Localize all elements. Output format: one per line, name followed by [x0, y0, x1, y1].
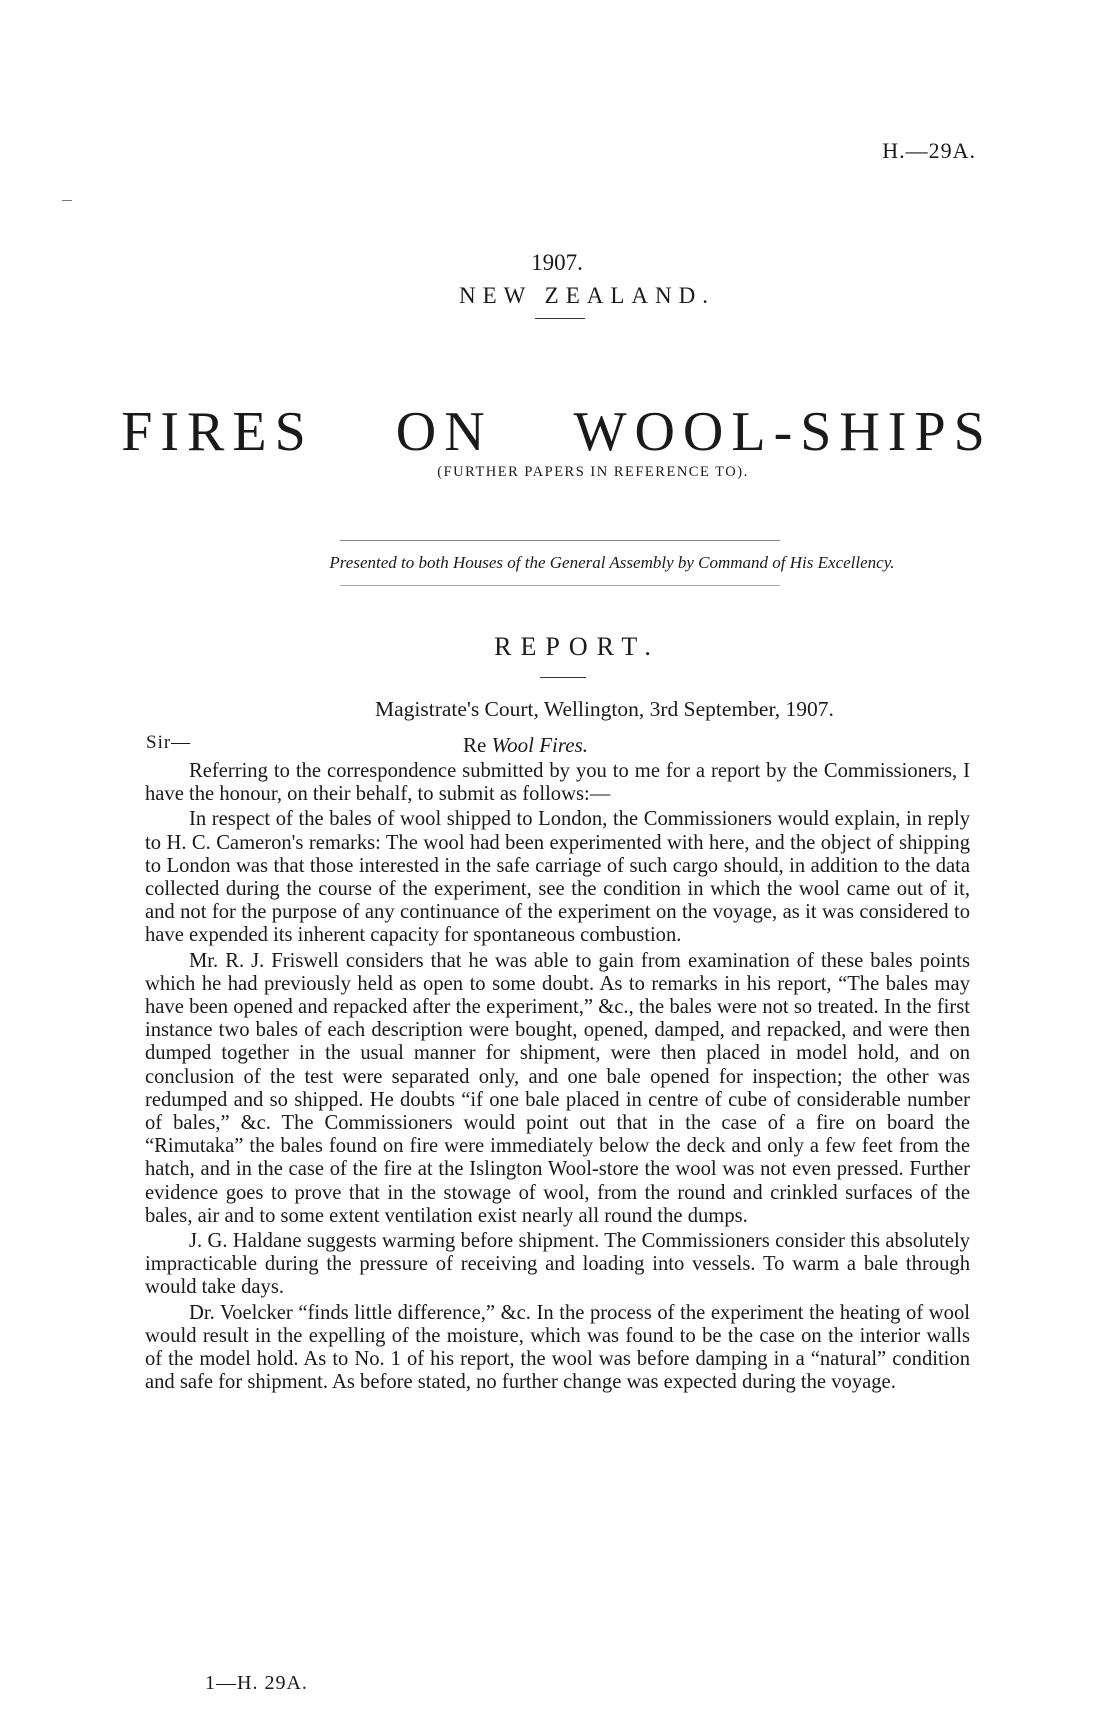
report-heading: REPORT.: [494, 632, 660, 661]
page-signature: 1—H. 29A.: [205, 1672, 308, 1694]
re-subject: Wool Fires.: [491, 733, 589, 757]
report-body: [145, 760, 970, 1396]
paragraph: J. G. Haldane suggests warming before shipment. The Commissioners consider this absolutely impracticable during the pressure of receiving and loading into vessels. To warm a bale through would take days.: [145, 1230, 970, 1299]
document-title: FIRES ON WOOL-SHIPS: [121, 401, 993, 463]
paragraph: Mr. R. J. Friswell considers that he was able to gain from examination of these bales points which he had previously held as open to some doubt. As to remarks in his report, “The bales may have been opened and repacked after the experiment,” &c., the bales were not so treated. In the first instance two bales of each description were bought, opened, damped, and repacked, and were then dumped together in the usual manner for shipment, were then placed in model hold, and on conclusion of the test were separated only, and one bale opened for inspection; the other was redumped and so shipped. He doubts “if one bale placed in centre of cube of considerable number of bales,” &c. The Commissioners would point out that in the case of a fire on board the “Rimutaka” the bales found on fire were immediately below the deck and only a few feet from the hatch, and in the case of the fire at the Islington Wool-store the wool was not even pressed. Further evidence goes to prove that in the stowage of wool, from the round and crinkled surfaces of the bales, air and to some extent ventilation exist nearly all round the dumps.: [145, 949, 970, 1227]
paragraph: In respect of the bales of wool shipped to London, the Commissioners would explain, in reply to H. C. Cameron's remarks: The wool had been experimented with here, and the object of shipping to London was that those interested in the safe carriage of such cargo should, in addition to the data collected during the course of the experiment, see the condition in which the wool came out of it, and not for the purpose of any continuance of the experiment on the voyage, as it was considered to have expended its inherent capacity for spontaneous combustion.: [145, 808, 970, 947]
scan-mark: [62, 200, 72, 201]
country: NEW ZEALAND.: [458, 283, 716, 308]
paragraph: Dr. Voelcker “finds little difference,” &c. In the process of the experiment the heating of wool would result in the expelling of the moisture, which was found to be the case on the interior walls of the model hold. As to No. 1 of his report, the wool was before damping in a “natural” condition and safe for shipment. As before stated, no further change was expected during the voyage.: [145, 1301, 970, 1394]
re-line: [463, 733, 588, 758]
divider: [340, 540, 780, 541]
divider: [340, 585, 780, 586]
year: 1907.: [531, 250, 583, 275]
divider: [540, 677, 586, 678]
document-subtitle: (FURTHER PAPERS IN REFERENCE TO).: [437, 464, 749, 480]
divider: [535, 318, 585, 319]
presented-line: Presented to both Houses of the General Assembly by Command of His Excellency.: [329, 553, 895, 572]
dateline: Magistrate's Court, Wellington, 3rd September, 1907.: [375, 697, 834, 721]
page-reference: H.—29A.: [882, 138, 976, 163]
re-prefix: Re: [463, 733, 487, 757]
salutation: Sir—: [146, 732, 192, 753]
paragraph: Referring to the correspondence submitted by you to me for a report by the Commissioners, I have the honour, on their behalf, to submit as follows:—: [145, 760, 970, 806]
